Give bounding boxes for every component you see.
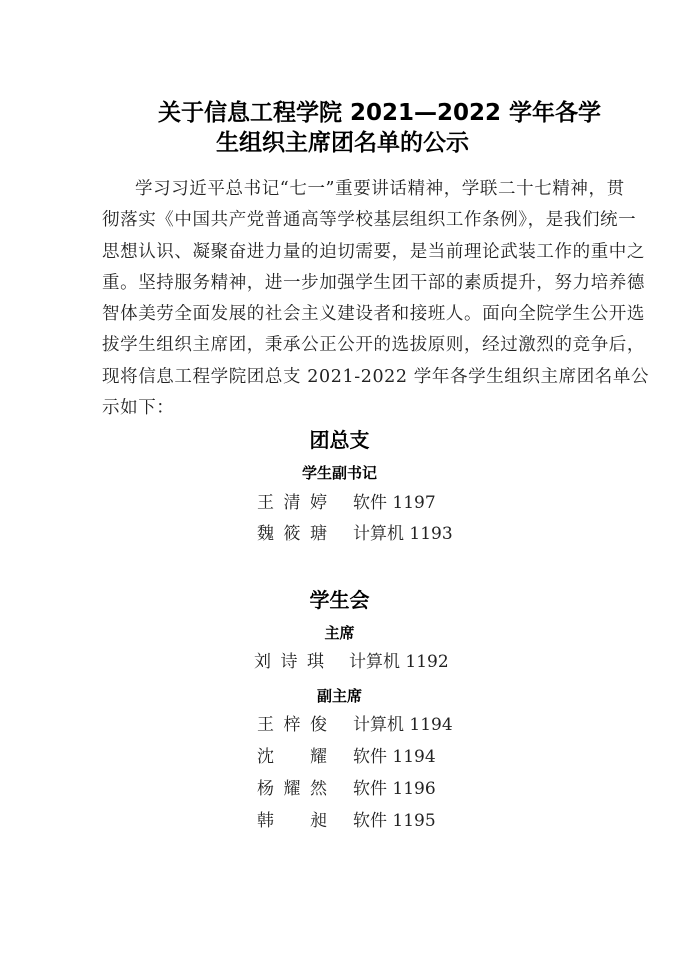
member-class: 软件 1196: [353, 779, 436, 799]
role-heading-vice-chair: 副主席: [316, 687, 362, 705]
member-row: [257, 809, 457, 833]
document-title-line-2: 生组织主席团名单的公示: [216, 130, 469, 156]
member-class: 计算机 1193: [353, 524, 453, 544]
intro-paragraph: [102, 174, 650, 424]
member-name: 沈 耀: [257, 747, 327, 767]
role-heading-chair: 主席: [324, 624, 355, 642]
member-name: 魏 筱 瑭: [257, 524, 327, 544]
member-row: [257, 745, 457, 769]
member-name: 王 梓 俊: [257, 715, 327, 735]
paragraph-line: 学习习近平总书记“七一”重要讲话精神，学联二十七精神，贯: [135, 179, 625, 199]
member-name: 杨 耀 然: [257, 779, 327, 799]
paragraph-line: 彻落实《中国共产党普通高等学校基层组织工作条例》，是我们统一: [102, 210, 637, 231]
member-class: 软件 1194: [353, 747, 436, 767]
document-title-line-1: 关于信息工程学院 2021—2022 学年各学: [158, 100, 602, 126]
member-row: [257, 491, 457, 515]
paragraph-line: 拔学生组织主席团，秉承公正公开的选拔原则，经过激烈的竞争后，: [102, 335, 645, 356]
paragraph-line: 思想认识、凝聚奋进力量的迫切需要，是当前理论武装工作的重中之: [102, 241, 645, 262]
member-row: [257, 522, 457, 546]
paragraph-line: 现将信息工程学院团总支 2021-2022 学年各学生组织主席团名单公: [102, 366, 650, 387]
member-row: [257, 713, 457, 737]
section-heading-league-branch: 团总支: [309, 428, 370, 452]
member-class: 计算机 1192: [349, 652, 449, 672]
section-heading-student-union: 学生会: [309, 588, 370, 612]
paragraph-line: 智体美劳全面发展的社会主义建设者和接班人。面向全院学生公开选: [102, 304, 645, 325]
member-class: 计算机 1194: [353, 715, 453, 735]
paragraph-line: 示如下：: [102, 398, 175, 419]
member-class: 软件 1197: [353, 493, 436, 513]
member-name: 王 清 婷: [257, 493, 327, 513]
member-row: [257, 777, 457, 801]
paragraph-line: 重。坚持服务精神，进一步加强学生团干部的素质提升，努力培养德: [102, 272, 645, 293]
member-name: 韩 昶: [257, 811, 327, 831]
member-name: 刘 诗 琪: [254, 652, 324, 672]
member-row: [254, 650, 454, 674]
role-heading-deputy-secretary: 学生副书记: [301, 464, 377, 482]
member-class: 软件 1195: [353, 811, 436, 831]
